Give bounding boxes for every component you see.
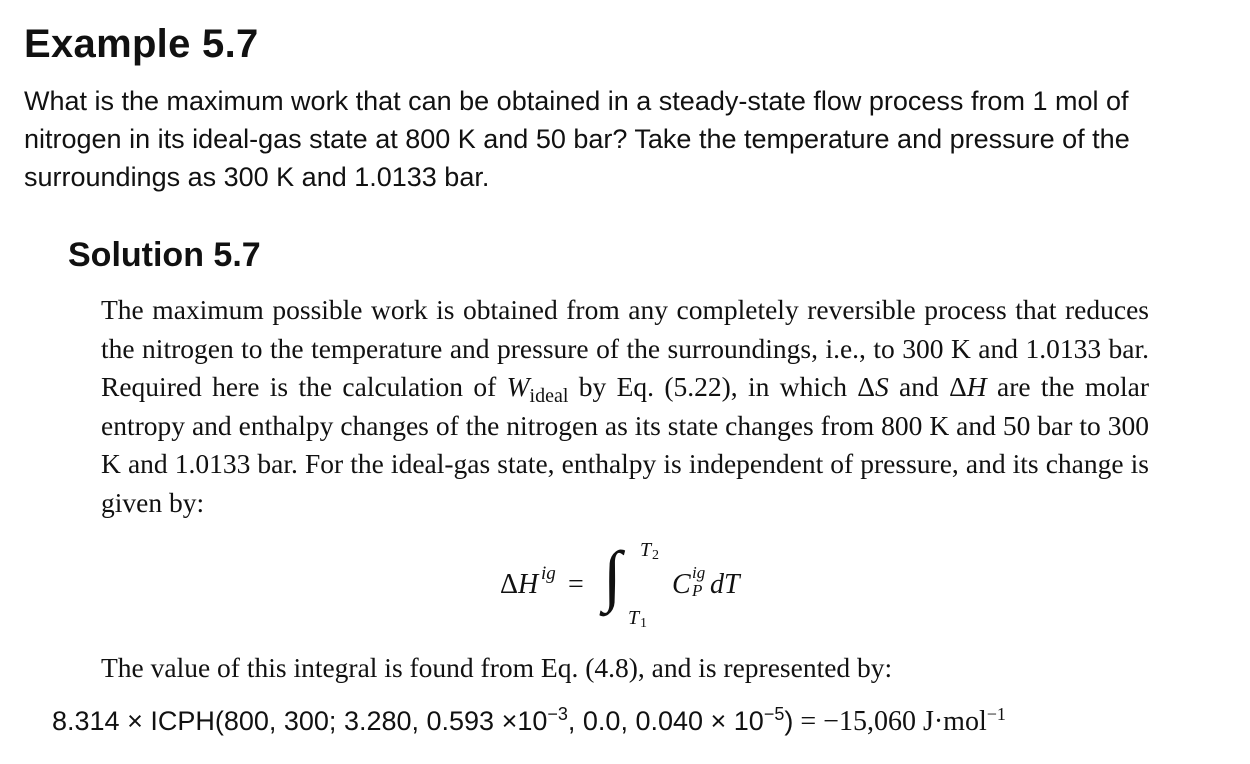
eq-lhs-delta: Δ — [500, 569, 519, 600]
s-symbol: S — [874, 371, 889, 403]
icph-middle: , 0.0, 0.040 × 10 — [567, 706, 764, 736]
icph-exp-2: −5 — [763, 704, 785, 724]
h-symbol: H — [966, 371, 987, 403]
eq-equals: = — [568, 569, 584, 600]
eq-upper-limit-t: T — [640, 539, 652, 561]
integral-sign: ∫ — [603, 537, 622, 613]
solution-text-part-3: are the molar entropy and enthalpy changes of the nitrogen as its state changes from 800 K and 50 bar to 300 K and 1.0133 bar. For the ideal-gas state, enthalpy is independent of pressure, and its change is given by: — [101, 371, 1149, 518]
eq-lower-limit-sub: 1 — [640, 616, 647, 631]
eq-dt: dT — [710, 569, 740, 600]
icph-close: ) — [784, 706, 794, 736]
example-title: Example 5.7 — [24, 22, 259, 66]
icph-result: = −15,060 J·mol — [793, 706, 987, 737]
solution-text-part-2: by Eq. (5.22), in which — [568, 371, 858, 403]
w-symbol: W — [506, 371, 530, 403]
eq-lhs-h: H — [518, 569, 539, 600]
solution-title: Solution 5.7 — [68, 236, 261, 274]
eq-upper-limit-sub: 2 — [652, 548, 659, 563]
eq-c-sub: P — [692, 581, 703, 600]
icph-exp-1: −3 — [547, 704, 568, 724]
icph-expression — [52, 706, 1006, 738]
eq-lower-limit-t: T — [628, 607, 640, 629]
enthalpy-integral-equation — [500, 535, 780, 635]
icph-exp-3: −1 — [986, 704, 1006, 724]
icph-prefix: 8.314 × ICPH(800, 300; 3.280, 0.593 ×10 — [52, 706, 548, 736]
solution-text-part-1: The maximum possible work is obtained from any completely reversible process that reduces the nitrogen to the temperature and pressure of the surroundings, i.e., to 300 K and 1.0133 bar. Required here is the calculation of — [101, 294, 1149, 403]
and-word: and — [888, 371, 950, 403]
eq-c-sup: ig — [692, 563, 706, 582]
eq-c-symbol: C — [672, 569, 691, 600]
delta-symbol: Δ — [949, 371, 967, 403]
w-subscript: ideal — [529, 385, 569, 408]
delta-symbol: Δ — [857, 371, 875, 403]
eq-lhs-sup: ig — [541, 563, 556, 584]
solution-paragraph — [101, 291, 1149, 523]
problem-statement: What is the maximum work that can be obtained in a steady-state flow process from 1 mol of nitrogen in its ideal-gas state at 800 K and 50 bar? Take the temperature and pressure of the surroundings as 300 K and 1.0133 bar. — [24, 86, 1130, 192]
integral-description: The value of this integral is found from Eq. (4.8), and is represented by: — [101, 652, 893, 683]
